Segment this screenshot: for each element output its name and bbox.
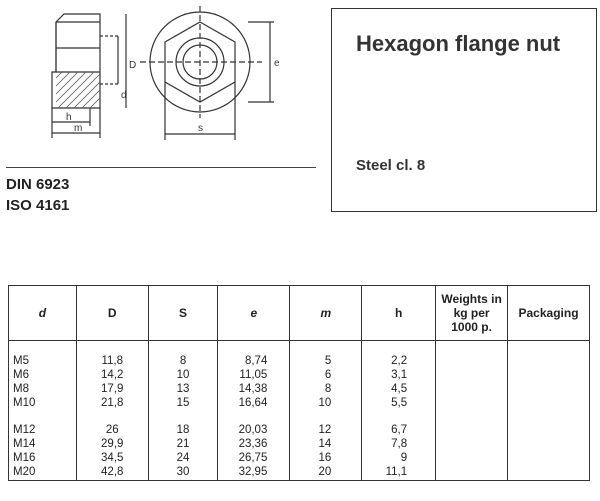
divider-line (6, 167, 316, 168)
cell-D: 42,8 (76, 466, 148, 481)
cell-S: 21 (148, 438, 218, 452)
label-m: m (74, 123, 83, 134)
cell-packaging (508, 396, 590, 410)
cell-e: 23,36 (218, 438, 290, 452)
cell-m: 16 (290, 452, 362, 466)
title-box (331, 8, 597, 212)
cell-m: 6 (290, 368, 362, 382)
cell-D: 17,9 (76, 382, 148, 396)
col-header-weights (436, 286, 508, 341)
cell-packaging (508, 452, 590, 466)
cell-weight (436, 368, 508, 382)
cell-d: M12 (9, 423, 77, 437)
col-header-d: d (9, 286, 77, 341)
cell-h: 6,7 (362, 423, 436, 437)
cell-d: M8 (9, 382, 77, 396)
cell-weight (436, 452, 508, 466)
cell-e: 14,38 (218, 382, 290, 396)
cell-d: M5 (9, 354, 77, 368)
product-title: Hexagon flange nut (356, 31, 561, 56)
cell-D: 11,8 (76, 354, 148, 368)
cell-weight (436, 382, 508, 396)
label-d: d (121, 90, 127, 101)
cell-m: 8 (290, 382, 362, 396)
cell-e: 16,64 (218, 396, 290, 410)
cell-weight (436, 466, 508, 481)
table-row (9, 423, 590, 437)
cell-e: 26,75 (218, 452, 290, 466)
col-header-S: S (148, 286, 218, 341)
cell-weight (436, 354, 508, 368)
cell-S: 8 (148, 354, 218, 368)
weights-line-1: Weights in (441, 292, 502, 306)
weights-line-3: 1000 p. (451, 320, 492, 334)
cell-packaging (508, 354, 590, 368)
cell-packaging (508, 423, 590, 437)
cell-packaging (508, 466, 590, 481)
cell-d: M20 (9, 466, 77, 481)
weights-line-2: kg per (453, 306, 490, 320)
cell-D: 26 (76, 423, 148, 437)
cell-h: 9 (362, 452, 436, 466)
cell-h: 11,1 (362, 466, 436, 481)
col-header-e: e (218, 286, 290, 341)
col-header-packaging: Packaging (508, 286, 590, 341)
cell-D: 29,9 (76, 438, 148, 452)
cell-m: 10 (290, 396, 362, 410)
col-header-D: D (76, 286, 148, 341)
label-D: D (129, 60, 137, 71)
cell-e: 8,74 (218, 354, 290, 368)
cell-S: 15 (148, 396, 218, 410)
cell-d: M14 (9, 438, 77, 452)
cell-h: 2,2 (362, 354, 436, 368)
cell-S: 18 (148, 423, 218, 437)
table-row (9, 354, 590, 368)
label-e: e (274, 58, 280, 69)
cell-e: 11,05 (218, 368, 290, 382)
table-row (9, 466, 590, 481)
cell-D: 14,2 (76, 368, 148, 382)
row-gap (9, 410, 590, 423)
cell-m: 5 (290, 354, 362, 368)
table-header-row (9, 286, 590, 341)
col-header-h: h (362, 286, 436, 341)
cell-m: 20 (290, 466, 362, 481)
cell-S: 10 (148, 368, 218, 382)
cell-d: M16 (9, 452, 77, 466)
cell-h: 3,1 (362, 368, 436, 382)
label-h: h (66, 112, 72, 123)
table-row (9, 452, 590, 466)
cell-e: 20,03 (218, 423, 290, 437)
standard-din: DIN 6923 (6, 176, 70, 193)
label-s: s (198, 123, 203, 134)
cell-m: 12 (290, 423, 362, 437)
table-row (9, 396, 590, 410)
cell-weight (436, 423, 508, 437)
cell-m: 14 (290, 438, 362, 452)
table-row (9, 382, 590, 396)
cell-weight (436, 396, 508, 410)
cell-d: M6 (9, 368, 77, 382)
cell-d: M10 (9, 396, 77, 410)
cell-S: 13 (148, 382, 218, 396)
table-row (9, 368, 590, 382)
material-class: Steel cl. 8 (356, 157, 426, 174)
col-header-m: m (290, 286, 362, 341)
cell-e: 32,95 (218, 466, 290, 481)
cell-h: 7,8 (362, 438, 436, 452)
nut-technical-drawing (0, 0, 320, 160)
cell-D: 34,5 (76, 452, 148, 466)
cell-h: 4,5 (362, 382, 436, 396)
dimensions-table (8, 285, 590, 481)
cell-packaging (508, 368, 590, 382)
cell-S: 30 (148, 466, 218, 481)
cell-S: 24 (148, 452, 218, 466)
standard-iso: ISO 4161 (6, 197, 70, 214)
table-row (9, 438, 590, 452)
cell-h: 5,5 (362, 396, 436, 410)
cell-weight (436, 438, 508, 452)
cell-D: 21,8 (76, 396, 148, 410)
cell-packaging (508, 438, 590, 452)
cell-packaging (508, 382, 590, 396)
